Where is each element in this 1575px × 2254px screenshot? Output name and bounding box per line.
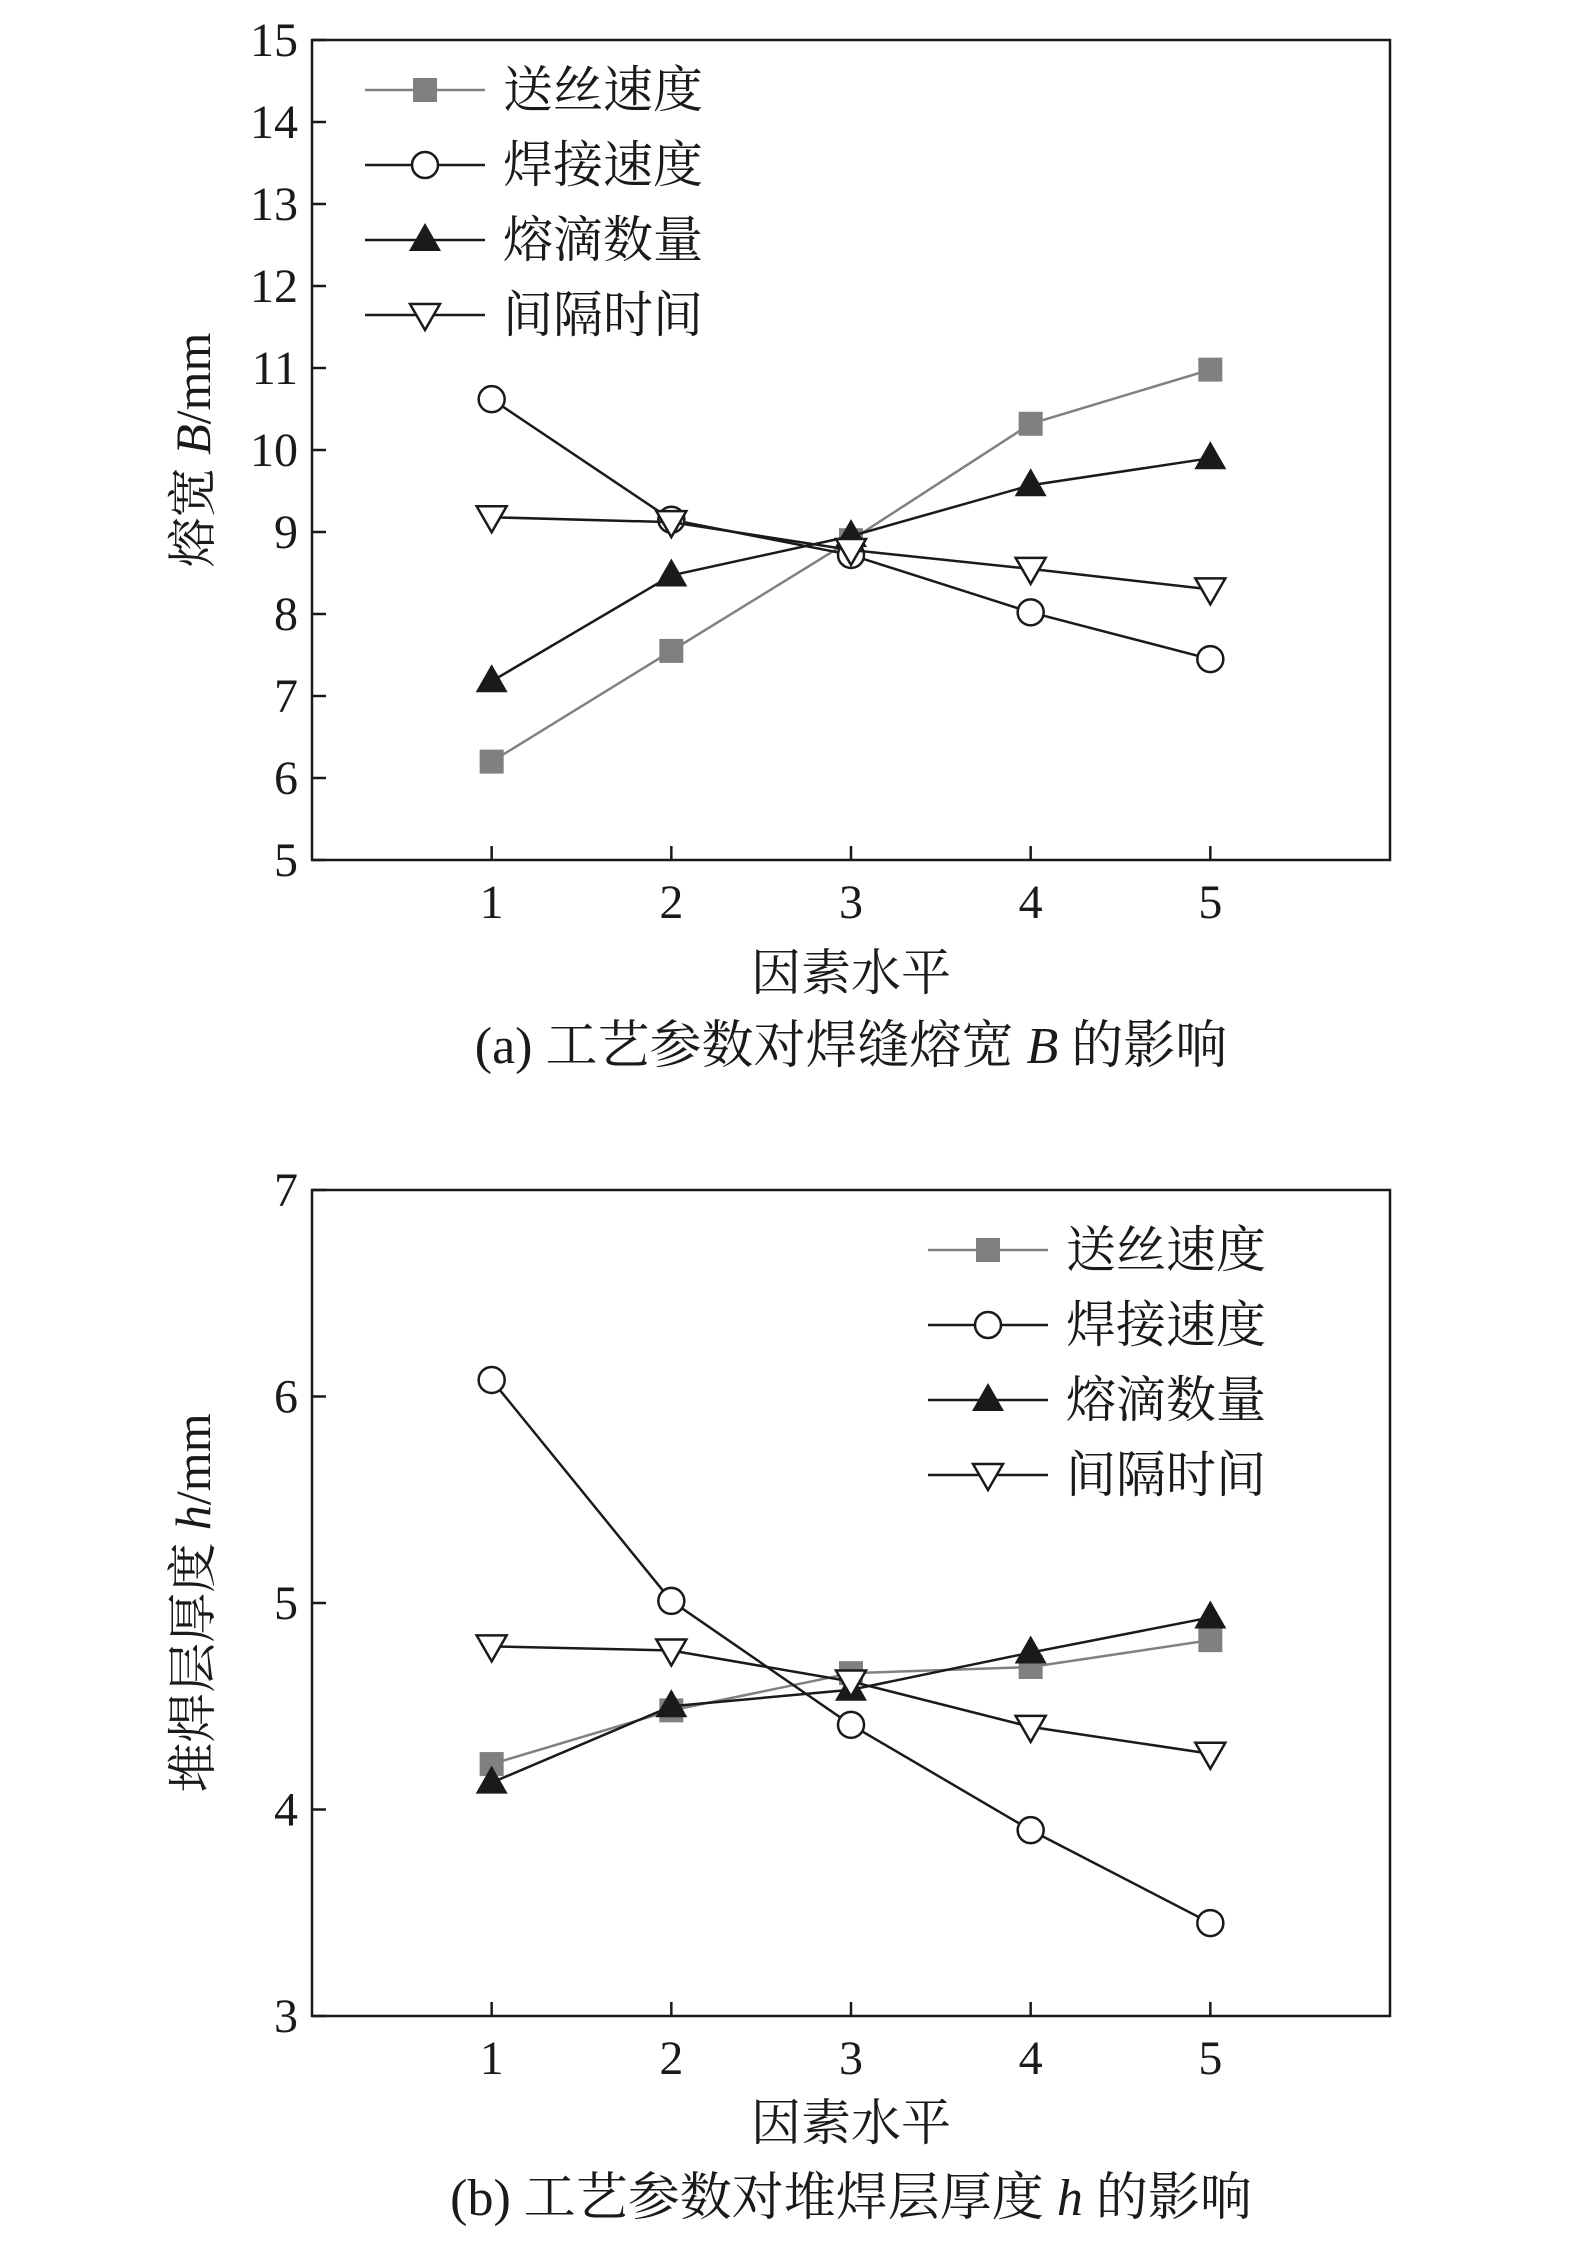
legend-entry-label: 熔滴数量: [503, 212, 703, 268]
data-point: [658, 1588, 684, 1614]
y-tick-label: 6: [274, 1370, 298, 1424]
y-tick-label: 10: [250, 424, 298, 477]
x-tick-label: 1: [479, 2032, 504, 2085]
series-1: [480, 1628, 1223, 1776]
legend: [928, 1222, 1266, 1503]
legend-marker: [410, 304, 440, 330]
data-point: [659, 639, 683, 663]
data-point: [1019, 412, 1043, 436]
y-tick-label: 13: [250, 178, 298, 231]
data-point: [1197, 646, 1223, 672]
chart-panel-a: [165, 14, 1390, 1075]
legend-entry-label: 送丝速度: [1066, 1222, 1266, 1278]
data-point: [1198, 1628, 1222, 1652]
legend-marker: [976, 1238, 1000, 1262]
data-point: [1195, 1743, 1225, 1769]
plot-frame: [312, 40, 1390, 860]
y-tick-label: 6: [274, 752, 298, 805]
data-point: [477, 1635, 507, 1661]
y-tick-label: 9: [274, 506, 298, 559]
legend-marker: [413, 78, 437, 102]
series-line: [492, 1640, 1211, 1764]
x-tick-label: 3: [839, 2032, 863, 2085]
data-point: [1198, 358, 1222, 382]
x-tick-label: 4: [1018, 876, 1043, 929]
legend-marker: [409, 223, 441, 251]
legend-marker: [973, 1464, 1003, 1490]
y-tick-label: 8: [274, 588, 298, 641]
data-point: [476, 664, 508, 692]
data-point: [1195, 578, 1225, 604]
legend-marker: [412, 152, 438, 178]
x-tick-label: 3: [839, 876, 863, 929]
x-axis-label: 因素水平: [751, 945, 951, 1001]
y-axis-label: 堆焊层厚度 h/mm: [165, 1413, 221, 1793]
data-point: [1018, 1817, 1044, 1843]
y-tick-label: 14: [250, 96, 298, 149]
legend-entry-label: 送丝速度: [503, 62, 703, 118]
data-point: [1018, 599, 1044, 625]
figure-caption: (b) 工艺参数对堆焊层厚度 h 的影响: [450, 2170, 1252, 2227]
legend-entry-label: 焊接速度: [1066, 1297, 1266, 1353]
series-line: [492, 458, 1211, 681]
y-tick-label: 15: [250, 14, 298, 67]
figure-caption: (a) 工艺参数对焊缝熔宽 B 的影响: [474, 1018, 1228, 1075]
y-tick-label: 3: [274, 1990, 298, 2043]
legend-entry-label: 间隔时间: [503, 287, 703, 343]
x-tick-label: 1: [479, 876, 504, 929]
y-tick-label: 12: [250, 260, 298, 313]
legend: [365, 62, 703, 343]
y-tick-label: 11: [251, 342, 298, 395]
x-tick-label: 4: [1018, 2032, 1043, 2085]
data-point: [477, 506, 507, 532]
y-axis-label: 熔宽 B/mm: [165, 332, 221, 568]
legend-entry-label: 间隔时间: [1066, 1447, 1266, 1503]
y-tick-label: 5: [274, 834, 298, 887]
legend-entry-label: 焊接速度: [503, 137, 703, 193]
data-point: [1015, 468, 1047, 496]
x-tick-label: 2: [659, 2032, 684, 2085]
y-tick-label: 7: [274, 670, 298, 723]
data-point: [1194, 441, 1226, 469]
data-point: [838, 1712, 864, 1738]
x-tick-label: 2: [659, 876, 684, 929]
data-point: [480, 750, 504, 774]
x-tick-label: 5: [1198, 876, 1223, 929]
data-point: [1197, 1910, 1223, 1936]
data-point: [479, 1367, 505, 1393]
y-tick-label: 4: [274, 1783, 298, 1837]
data-point: [479, 386, 505, 412]
legend-entry-label: 熔滴数量: [1066, 1372, 1266, 1428]
chart-panel-b: [165, 1164, 1390, 2227]
y-tick-label: 7: [274, 1164, 298, 1217]
x-tick-label: 5: [1198, 2032, 1223, 2085]
legend-marker: [972, 1383, 1004, 1411]
y-tick-label: 5: [274, 1577, 298, 1630]
x-axis-label: 因素水平: [751, 2095, 951, 2151]
data-point: [1194, 1600, 1226, 1628]
legend-marker: [975, 1312, 1001, 1338]
